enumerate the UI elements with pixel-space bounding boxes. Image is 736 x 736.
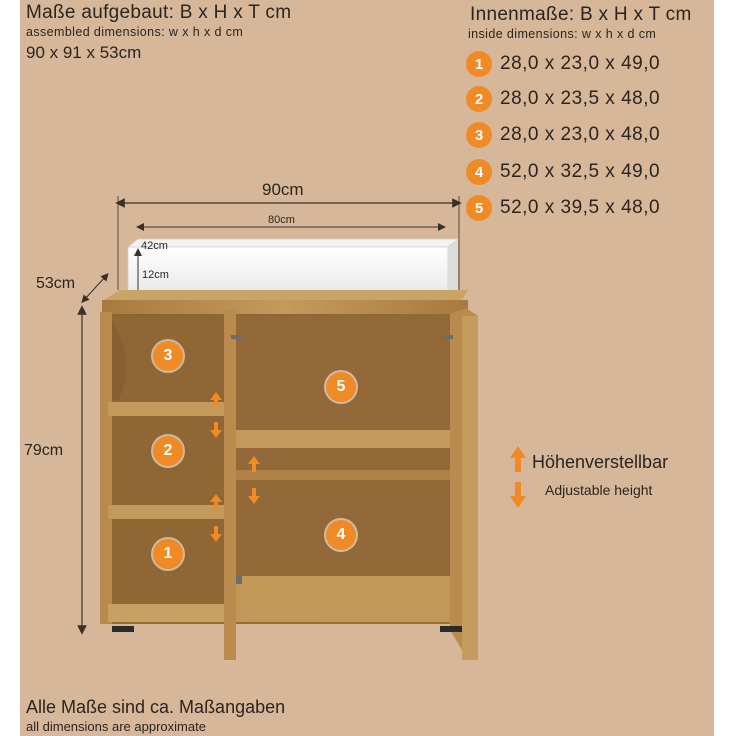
footer-subtitle: all dimensions are approximate [26, 719, 206, 734]
compartment-badge: 5 [466, 195, 492, 221]
compartment-badge: 3 [466, 122, 492, 148]
assembled-dimensions-subtitle: assembled dimensions: w x h x d cm [26, 25, 244, 39]
countertop [102, 300, 468, 314]
legend-arrows [510, 446, 526, 508]
sink-width-label: 80cm [268, 214, 295, 226]
left-door [224, 310, 236, 660]
inner-dimension-text: 28,0 x 23,5 x 48,0 [500, 88, 661, 109]
inner-dimensions-subtitle: inside dimensions: w x h x d cm [468, 27, 657, 41]
assembled-dimensions-value: 90 x 91 x 53cm [26, 43, 142, 62]
bottom-panel [108, 604, 226, 622]
footer-title: Alle Maße sind ca. Maßangaben [26, 697, 286, 717]
bottom-panel [236, 576, 460, 622]
sink-height-label: 12cm [142, 269, 169, 281]
compartment-badge: 4 [466, 159, 492, 185]
height-label: 79cm [24, 442, 64, 459]
legend-subtitle: Adjustable height [545, 482, 653, 498]
width-label: 90cm [262, 180, 304, 199]
compartment-1-badge: 1 [153, 539, 183, 569]
foot [440, 626, 462, 632]
depth-dimension-line [84, 276, 106, 300]
shelf [236, 430, 460, 448]
assembled-dimensions-title: Maße aufgebaut: B x H x T cm [26, 2, 292, 23]
depth-label: 53cm [36, 275, 76, 292]
inner-dimension-text: 52,0 x 39,5 x 48,0 [500, 197, 661, 218]
sink-depth-label: 42cm [141, 240, 168, 252]
inner-dimension-text: 28,0 x 23,0 x 48,0 [500, 124, 661, 145]
compartment-5-badge: 5 [326, 372, 356, 402]
compartment-3-badge: 3 [153, 341, 183, 371]
shelf [108, 402, 226, 416]
inner-dimension-text: 52,0 x 32,5 x 49,0 [500, 161, 661, 182]
left-side-panel [100, 312, 112, 624]
compartment-badge: 1 [466, 51, 492, 77]
compartment-2-badge: 2 [153, 436, 183, 466]
inner-dimension-text: 28,0 x 23,0 x 49,0 [500, 53, 661, 74]
compartment-badge: 2 [466, 86, 492, 112]
foot [112, 626, 134, 632]
inner-dimensions-title: Innenmaße: B x H x T cm [470, 4, 692, 25]
legend-title: Höhenverstellbar [532, 452, 669, 472]
shelf [108, 505, 226, 519]
compartment-4-badge: 4 [326, 520, 356, 550]
